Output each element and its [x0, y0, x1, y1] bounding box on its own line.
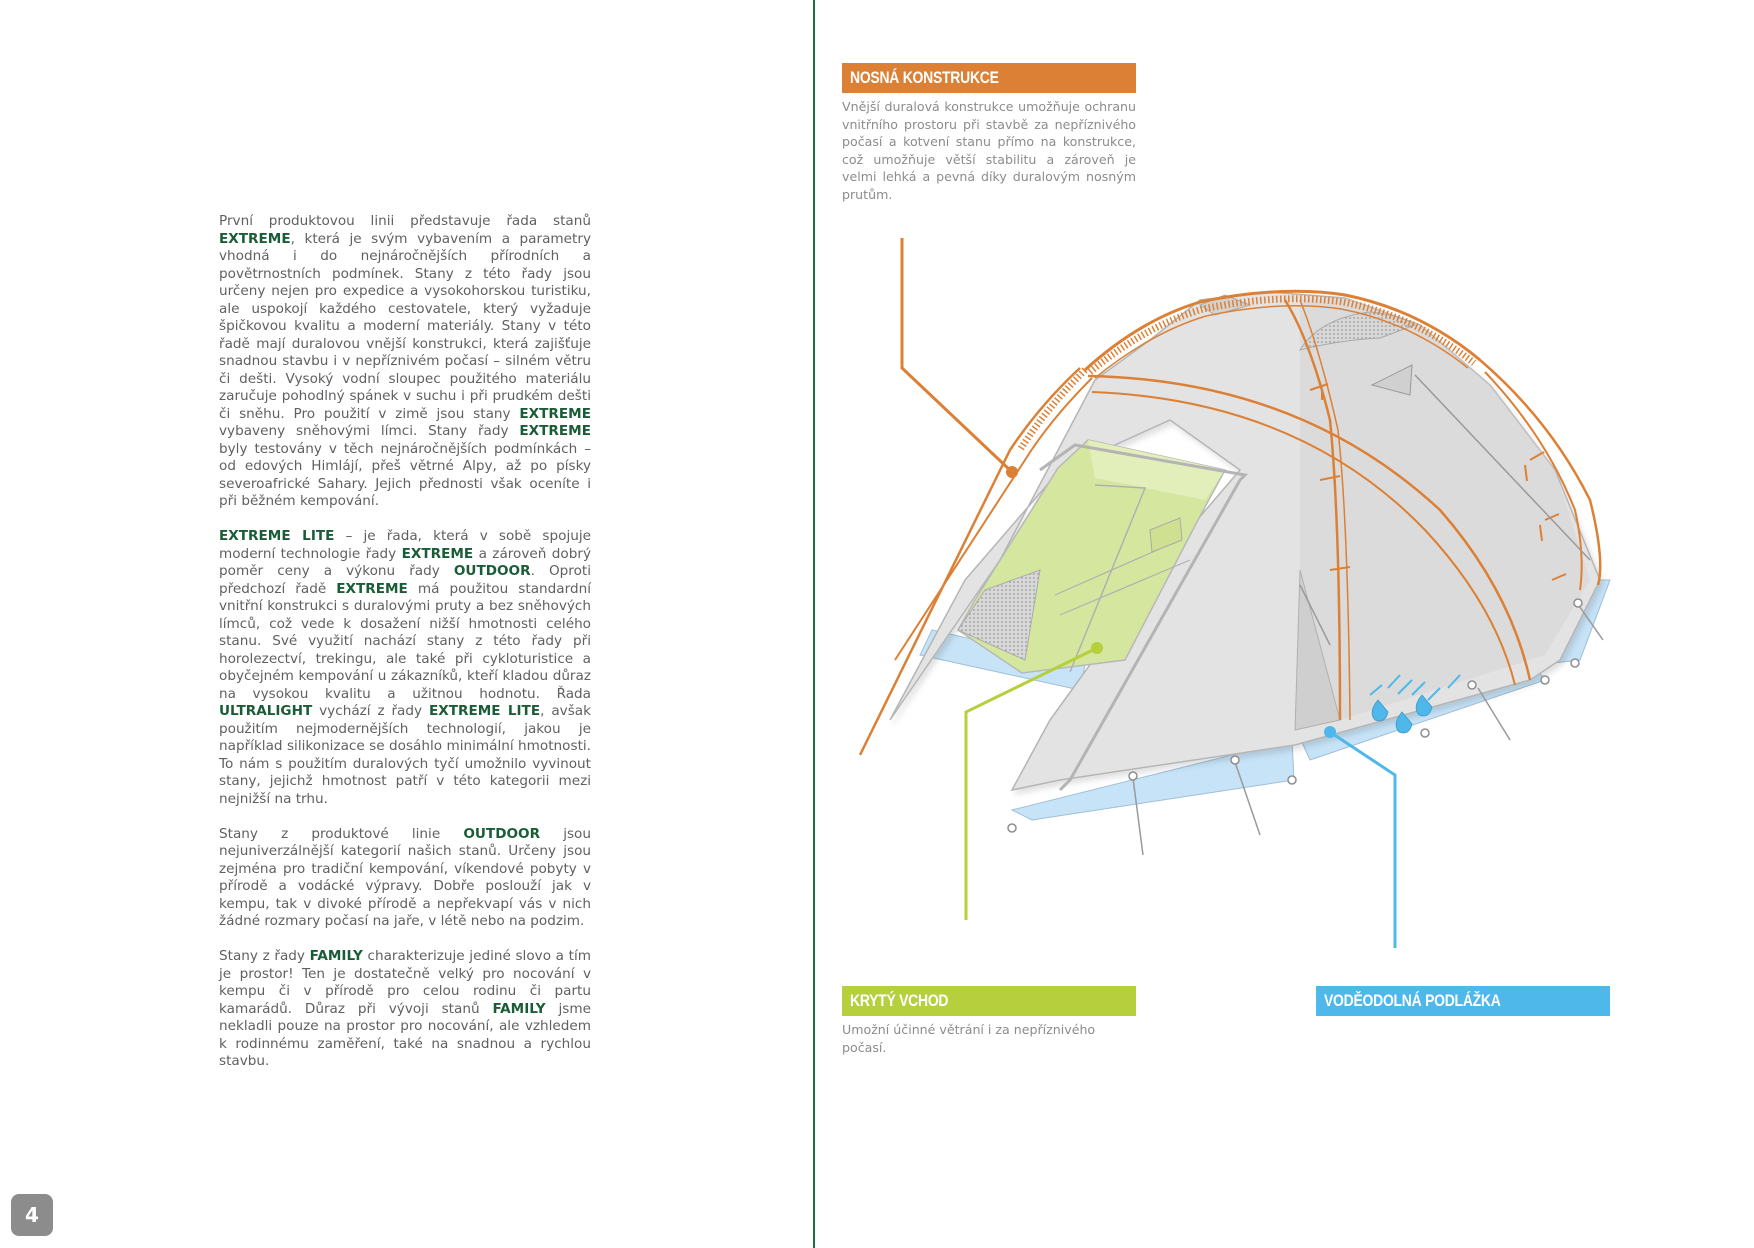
text-segment: Stany z řady: [219, 948, 310, 964]
series-name: EXTREME: [519, 405, 591, 422]
intro-paragraph-outdoor: [219, 826, 591, 931]
frame-callout-line: [902, 238, 1012, 472]
text-segment: vybaveny sněhovými límci. Stany řady: [219, 423, 520, 439]
series-name: EXTREME LITE: [219, 528, 335, 544]
series-name: OUTDOOR: [463, 825, 541, 842]
tent-illustration: [830, 230, 1630, 950]
frame-label-text: NOSNÁ KONSTRUKCE: [850, 68, 999, 87]
series-name: OUTDOOR: [453, 563, 531, 579]
text-segment: jsou nejuniverzálnější kategorií našich stanů. Určeny jsou zejména pro tradiční kempování, víkendové pobyty v přírodě a vodácké výpravy. Dobře poslouží jak v kempu, tak v divoké přírodě a nepřekvapí vás v nich žádné rozmary počasí na jaře, v létě nebo na podzim.: [219, 825, 591, 929]
text-segment: Stany z produktové linie: [219, 825, 464, 842]
series-name: FAMILY: [492, 1000, 546, 1017]
series-name: EXTREME: [219, 230, 291, 247]
text-segment: charakterizuje jediné slovo a tím je prostor! Ten je dostatečně velký pro nocování v kempu či v přírodě pro celou rodinu či partu kamarádů. Důraz při vývoji stanů: [219, 948, 591, 1017]
frame-label: [842, 63, 1136, 93]
floor-label: [1316, 986, 1610, 1016]
text-segment: jsme nekladli pouze na prostor pro nocování, ale vzhledem k rodinnému zaměření, také na snadnou a rychlou stavbu.: [219, 1000, 591, 1069]
text-segment: První produktovou linii představuje řada stanů: [219, 213, 591, 229]
entrance-label-text: KRYTÝ VCHOD: [850, 991, 949, 1010]
frame-description: Vnější duralová konstrukce umožňuje ochranu vnitřního prostoru při stavbě za nepříznivého počasí a kotvení stanu přímo na konstrukce, což umožňuje větší stabilitu a zároveň je velmi lehká a pevná díky duralovým nosným prutům.: [842, 99, 1136, 202]
intro-paragraph-family: [219, 948, 591, 1071]
series-name: FAMILY: [309, 948, 363, 964]
floor-callout-dot: [1324, 726, 1336, 738]
series-name: ULTRALIGHT: [219, 703, 313, 719]
series-name: EXTREME: [401, 545, 474, 562]
entrance-callout-dot: [1091, 642, 1103, 654]
series-name: EXTREME: [519, 423, 591, 439]
text-segment: , která je svým vybavením a parametry vhodná i do nejnáročnějších přírodních a povětrnostních podmínek. Stany z této řady jsou určeny nejen pro expedice a vysokohorskou turistiku, ale uspokojí každého cestovatele, který vyžaduje špičkovou kvalitu a moderní materiály. Stany v této řadě mají duralovou vnější konstrukci, která zajišťuje snadnou stavbu i v nepříznivém počasí – silném větru či dešti. Vysoký vodní sloupec použitého materiálu zaručuje pohodlný spánek v suchu i při prudkém dešti či sněhu. Pro použití v zimě jsou stany: [219, 230, 591, 422]
floor-label-text: VODĚODOLNÁ PODLÁŽKA: [1324, 991, 1501, 1010]
intro-text: [219, 213, 591, 1088]
intro-paragraph-extreme: [219, 213, 591, 511]
entrance-label: [842, 986, 1136, 1016]
frame-callout-dot: [1006, 466, 1018, 478]
text-segment: má použitou standardní vnitřní konstrukci s duralovými pruty a bez sněhových límců, což vede k dosažení nižší hmotnosti celého stanu. Své využití nachází stany z této řady při horolezectví, trekingu, ale také při cykloturistice a obyčejném kempování u zákazníků, kteří kladou důraz na vysokou kvalitu a užitnou hodnotu. Řada: [219, 580, 591, 702]
page-divider: [813, 0, 815, 1248]
text-segment: byly testovány v těch nejnáročnějších podmínkách – od edových Himlájí, přeš větrné Alpy, až po písky severoafrické Sahary. Jejich přednosti však oceníte i při běžném kempování.: [219, 440, 591, 509]
series-name: EXTREME: [336, 580, 408, 597]
entrance-description: Umožní účinné větrání i za nepříznivého počasí.: [842, 1022, 1096, 1055]
text-segment: vychází z řady: [312, 703, 429, 719]
floor-callout-line: [1330, 732, 1395, 948]
intro-paragraph-extreme-lite: [219, 528, 591, 808]
series-name: EXTREME LITE: [428, 703, 541, 719]
text-segment: . Oproti předchozí řadě: [219, 563, 591, 597]
text-segment: , avšak použitím nejmodernějších technologií, jakou je například silikonizace se dosáhlo minimální hmotnosti. To nám s použitím duralových tyčí umožnilo vyvinout stany, jejichž hmotnost patří v této kategorii mezi nejnižší na trhu.: [219, 703, 591, 807]
text-segment: a zároveň dobrý poměr ceny a výkonu řady: [219, 545, 591, 579]
page-number: 4: [11, 1194, 53, 1236]
text-segment: – je řada, která v sobě spojuje moderní technologie řady: [219, 528, 591, 562]
